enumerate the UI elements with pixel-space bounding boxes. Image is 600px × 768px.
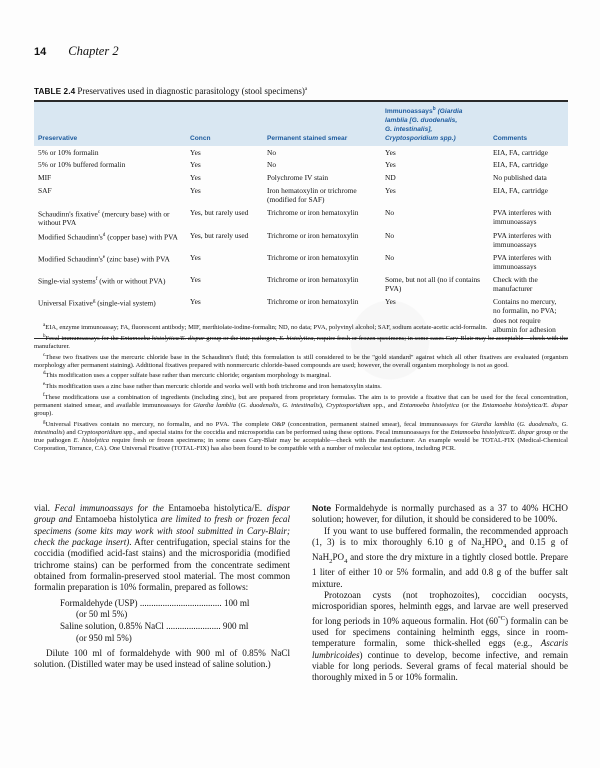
table-footnotes bbox=[34, 322, 568, 454]
cell-smear: Trichrome or iron hematoxylin bbox=[267, 274, 359, 284]
cell-concn: Yes, but rarely used bbox=[190, 230, 249, 240]
table-row bbox=[34, 273, 568, 295]
header-concn: Concn bbox=[190, 135, 211, 143]
footnote-a: $^a$EIA, enzyme immunoassay; FA, fluorescent antibody; MIF, merthiolate-iodine-formalin; ND, no data; PVA, polyvinyl alcohol; SAF, sodium acetate-acetic acid-formalin. bbox=[43, 323, 488, 332]
right-paragraph-2: Protozoan cysts (not trophozoites), coccidian oocysts, microsporidian spores, helminth eggs, and larvae are well preserved for long periods in 10% aqueous formalin. Hot $(60^{^\circ C})$ formalin can be used for specimens containing helminth eggs, since in room-temperature formalin, some thick-shelled eggs (e.g., Ascaris lumbricoides) continue to develop, become infective, and remain viable for long periods. Several grams of fecal material should be thoroughly mixed in 5 or 10% formalin. bbox=[312, 590, 568, 683]
footnote-g: $^g$Universal Fixatives contain no mercury, no formalin, and no PVA. The complete O&P (concentration, permanent stained smear), fecal immunoassays for Giardia lamblia (G. duodenalis, G. intestinalis) and Cryptosporidium spp., and special stains for the coccidia and microsporidia can be performed using these options. Fecal immunoassays for the Entamoeba histolytica/E. dispar group or the true pathogen E. histolytica require fresh or frozen specimens; in some cases Cary-Blair may be acceptable—check with the manufacturer. An example would be TOTAL-FIX (Medical-Chemical Corporation, Torrance, CA). One Universal Fixative (TOTAL-FIX) has also been found to be compatible with a number of molecular test options, including PCR. bbox=[34, 419, 568, 453]
formalin-recipe bbox=[34, 598, 290, 644]
table-row bbox=[34, 184, 568, 206]
chapter-label: Chapter 2 bbox=[68, 44, 119, 58]
cell-immunoassay: No bbox=[385, 207, 395, 217]
body-columns bbox=[34, 503, 568, 684]
recipe-line-alt: (or 50 ml 5%) bbox=[76, 609, 128, 620]
cell-preservative: 5% or 10% formalin bbox=[38, 147, 99, 157]
cell-preservative: Modified $Schaudinn's^e$ (zinc base) with PVA bbox=[38, 253, 170, 264]
cell-comments: PVA interferes with immunoassays bbox=[493, 230, 552, 250]
header-immunoassays: Immunoassays$^b$ (Giardia lamblia [G. duodenalis, G. intestinalis], Cryptosporidium spp.) bbox=[385, 105, 463, 143]
cell-concn: Yes bbox=[190, 147, 201, 157]
cell-smear: Trichrome or iron hematoxylin bbox=[267, 207, 359, 217]
table-header-row bbox=[34, 102, 568, 146]
cell-immunoassay: Yes bbox=[385, 296, 396, 306]
cell-immunoassay: No bbox=[385, 252, 395, 262]
header-permanent-stained-smear: Permanent stained smear bbox=[267, 135, 348, 143]
table-caption bbox=[34, 84, 568, 97]
table-head bbox=[34, 102, 568, 146]
note-label: Note bbox=[312, 503, 332, 513]
footnote-b: $^b$Fecal immunoassays for the Entamoeba histolytica/E. dispar group or the true pathogen, E. histolytica, require fresh or frozen specimens; in some cases Cary-Blair may be acceptable—check with the manufacturer. bbox=[34, 333, 568, 350]
footnote-c: $^c$These two fixatives use the mercuric chloride base in the Schaudinn's fluid; this formulation is still considered to be the "gold standard" against which all other fixatives are evaluated (organism morphology after permanent staining). Additional fixatives prepared with nonmercuric chloride-based compounds are used; however, the overall organism morphology is not as good. bbox=[34, 352, 568, 369]
cell-smear: Polychrome IV stain bbox=[267, 172, 329, 182]
note-text: Formaldehyde is normally purchased as a 37 to 40% HCHO solution; however, for dilution, it should be considered to be 100%. bbox=[312, 503, 568, 525]
cell-concn: Yes bbox=[190, 172, 201, 182]
right-paragraph-1: If you want to use buffered formalin, the recommended approach (1, 3) is to mix thoroughly 6.10 g of $Na_2HPO_4$ and 0.15 g of $NaH_2PO_4$ and store the dry mixture in a tightly closed bottle. Prepare 1 liter of either 10 or 5% formalin, and add 0.8 g of the buffer salt mixture. bbox=[312, 525, 568, 589]
cell-smear: No bbox=[267, 160, 277, 170]
header-preservative: Preservative bbox=[38, 135, 78, 143]
cell-preservative: Universal Fixative$^g$ (single-vial system) bbox=[38, 297, 156, 308]
cell-comments: EIA, FA, cartridge bbox=[493, 185, 548, 195]
cell-preservative: 5% or 10% buffered formalin bbox=[38, 160, 126, 170]
table-caption-text: Preservatives used in diagnostic parasitology (stool specimens) bbox=[77, 85, 305, 96]
cell-preservative: Schaudinn's fixative$^c$ (mercury base) with or without PVA bbox=[38, 208, 170, 228]
table-number: TABLE 2.4 bbox=[34, 86, 76, 96]
table-block bbox=[34, 84, 568, 339]
note-paragraph bbox=[312, 503, 568, 526]
cell-concn: Yes bbox=[190, 296, 201, 306]
recipe-line: Saline solution, 0.85% NaCl ........................ 900 ml bbox=[60, 620, 249, 631]
footnote-e: $^e$This modification uses a zinc base rather than mercuric chloride and works well with both trichrome and iron hematoxylin stains. bbox=[43, 382, 382, 391]
cell-preservative: MIF bbox=[38, 172, 52, 182]
cell-comments: Contains no mercury, no formalin, no PVA; does not require albumin for adhesion bbox=[493, 296, 557, 335]
table-row bbox=[34, 229, 568, 251]
table-row bbox=[34, 146, 568, 159]
cell-smear: Iron hematoxylin or trichrome (modified for SAF) bbox=[267, 185, 357, 204]
cell-preservative: Single-vial systems$^f$ (with or without PVA) bbox=[38, 275, 166, 286]
running-head bbox=[34, 44, 119, 59]
table-caption-footnote-marker: a bbox=[304, 86, 308, 92]
cell-concn: Yes bbox=[190, 252, 201, 262]
recipe-line-alt: (or 950 ml 5%) bbox=[76, 632, 132, 643]
table-body bbox=[34, 146, 568, 336]
cell-comments: PVA interferes with immunoassays bbox=[493, 207, 552, 226]
cell-concn: Yes bbox=[190, 160, 201, 170]
cell-immunoassay: Yes bbox=[385, 160, 396, 170]
cell-concn: Yes, but rarely used bbox=[190, 207, 249, 217]
footnote-d: $^d$This modification uses a copper sulfate base rather than mercuric chloride; organism morphology is marginal. bbox=[43, 371, 331, 380]
cell-immunoassay: Yes bbox=[385, 185, 396, 195]
left-paragraph-1: vial. Fecal immunoassays for the Entamoeba histolytica/E. dispar group and Entamoeba histolytica are limited to fresh or frozen fecal specimens (some kits may work with stool submitted in Cary-Blair; check the package insert). After centrifugation, special stains for the coccidia (modified acid-fast stains) and the microsporidia (modified trichrome stains) can be performed from the concentrate sediment obtained from formalin-preserved stool material. The most common formalin preparation is 10% formalin, prepared as follows: bbox=[34, 503, 290, 593]
table-row bbox=[34, 206, 568, 229]
recipe-line: Formaldehyde (USP) .................................... 100 ml bbox=[60, 597, 250, 608]
cell-concn: Yes bbox=[190, 185, 201, 195]
table-row bbox=[34, 159, 568, 172]
table-row bbox=[34, 251, 568, 273]
page-number: 14 bbox=[34, 46, 47, 58]
cell-preservative: Modified $Schaudinn's^d$ (copper base) with PVA bbox=[38, 231, 178, 242]
table-row bbox=[34, 171, 568, 184]
cell-smear: No bbox=[267, 147, 277, 157]
cell-preservative: SAF bbox=[38, 185, 52, 195]
cell-smear: Trichrome or iron hematoxylin bbox=[267, 252, 359, 262]
left-paragraph-2: Dilute 100 ml of formaldehyde with 900 ml of 0.85% NaCl solution. (Distilled water may be used instead of saline solution.) bbox=[34, 648, 290, 670]
cell-concn: Yes bbox=[190, 274, 201, 284]
cell-immunoassay: ND bbox=[385, 172, 396, 182]
header-comments: Comments bbox=[493, 135, 528, 143]
cell-comments: No published data bbox=[493, 172, 547, 182]
cell-comments: Check with the manufacturer bbox=[493, 274, 538, 294]
cell-comments: PVA interferes with immunoassays bbox=[493, 252, 552, 272]
cell-immunoassay: No bbox=[385, 230, 395, 240]
cell-smear: Trichrome or iron hematoxylin bbox=[267, 296, 359, 306]
cell-immunoassay: Some, but not all (no if contains PVA) bbox=[385, 274, 481, 294]
cell-comments: EIA, FA, cartridge bbox=[493, 160, 548, 170]
cell-smear: Trichrome or iron hematoxylin bbox=[267, 230, 359, 240]
right-column bbox=[312, 503, 568, 684]
cell-immunoassay: Yes bbox=[385, 147, 396, 157]
footnote-f: $^f$These modifications use a combination of ingredients (including zinc), but are prepared from proprietary formulas. The aim is to provide a fixative that can be used for the fecal concentration, permanent stained smear, and available immunoassays for Giardia lamblia (G. duodenalis, G. intestinalis), Cryptosporidium spp., and Entamoeba histolytica (or the Entamoeba histolytica/E. dispar group). bbox=[34, 392, 568, 418]
preservatives-table bbox=[34, 102, 568, 336]
left-column bbox=[34, 503, 290, 684]
cell-comments: EIA, FA, cartridge bbox=[493, 147, 548, 157]
